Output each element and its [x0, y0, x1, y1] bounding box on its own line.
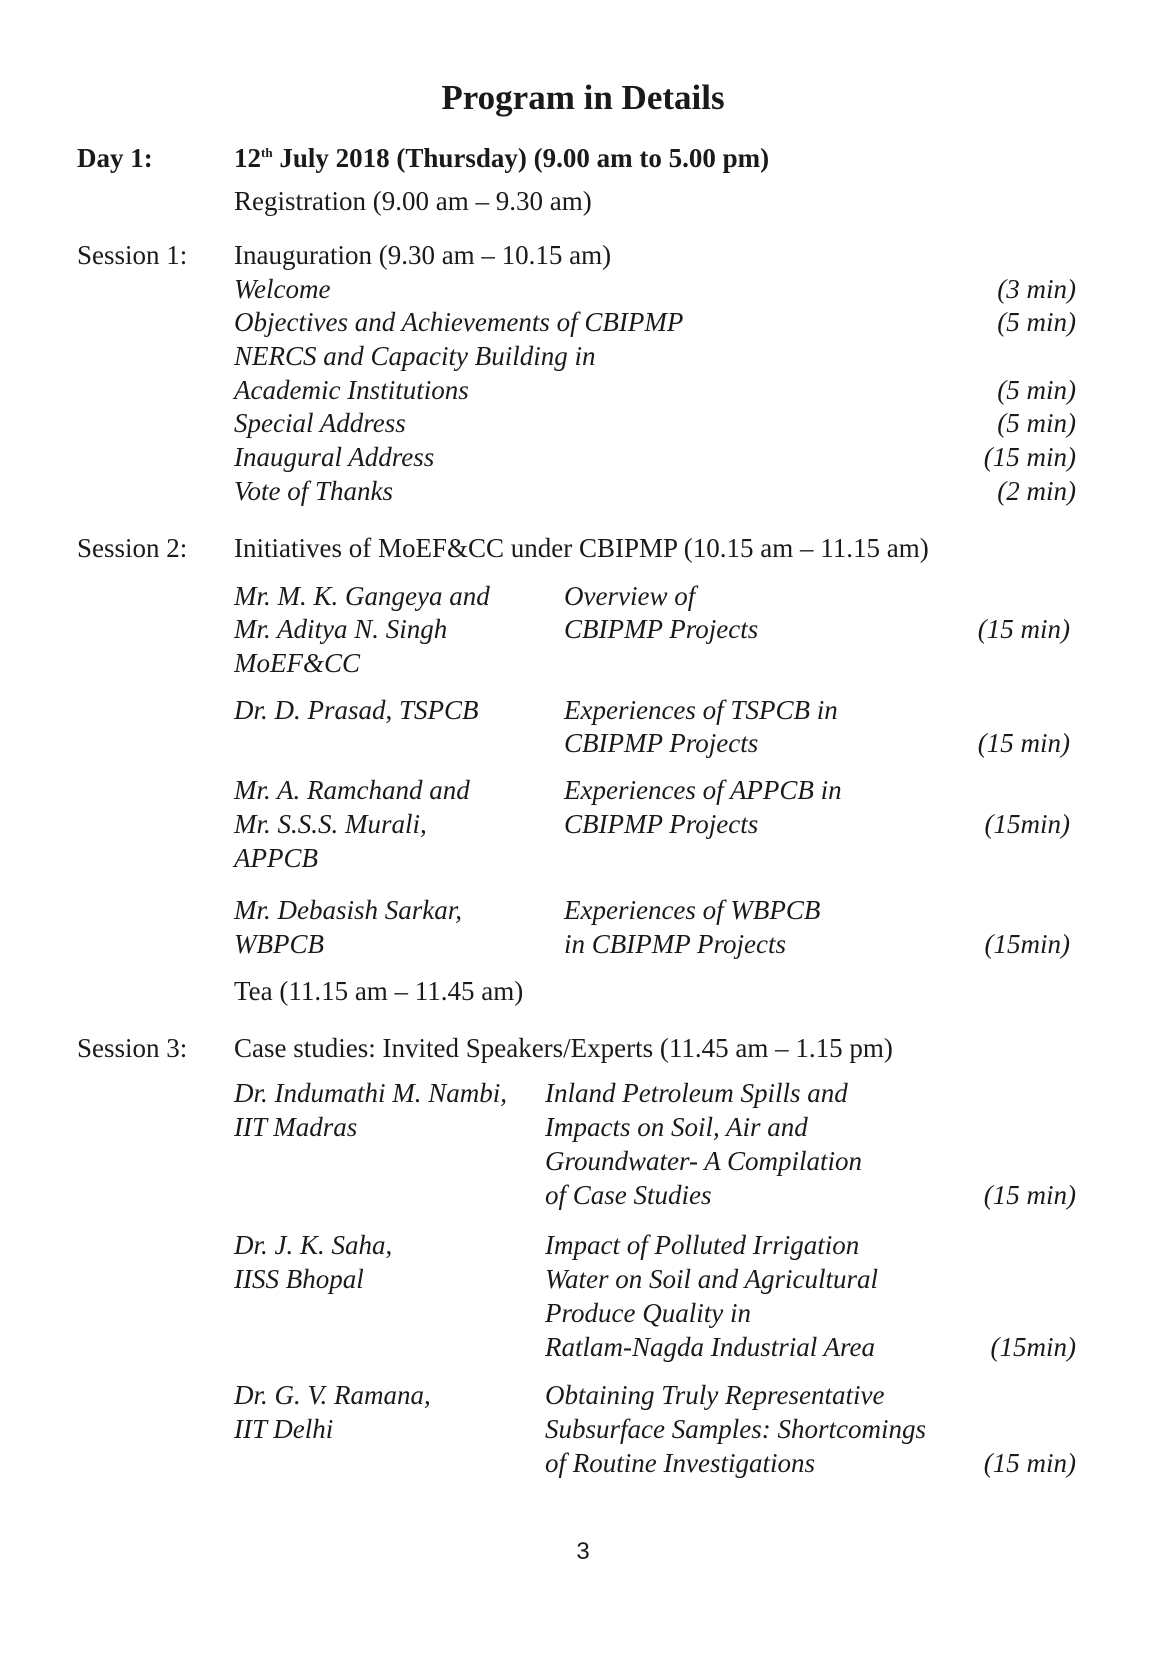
- topic-line: Impact of Polluted Irrigation: [545, 1230, 860, 1260]
- topic-line: Overview of: [564, 581, 696, 611]
- day1-date-sup: th: [261, 145, 273, 160]
- topic-line: Experiences of WBPCB: [564, 895, 821, 925]
- speaker-line: MoEF&CC: [234, 648, 360, 678]
- topic-line: Experiences of APPCB in: [564, 775, 842, 805]
- topic-line: CBIPMP Projects: [564, 728, 759, 758]
- topic-line: Impacts on Soil, Air and: [545, 1112, 808, 1142]
- session1-item: Inaugural Address: [234, 442, 435, 472]
- topic-line: in CBIPMP Projects: [564, 929, 786, 959]
- speaker-line: APPCB: [234, 843, 318, 873]
- session2-heading: Initiatives of MoEF&CC under CBIPMP (10.15 am – 11.15 am): [234, 533, 929, 563]
- speaker-line: IIT Madras: [234, 1112, 358, 1142]
- registration: Registration (9.00 am – 9.30 am): [234, 186, 592, 216]
- tea-break: Tea (11.15 am – 11.45 am): [234, 976, 524, 1006]
- day1-label: Day 1:: [77, 143, 153, 173]
- topic-line: Water on Soil and Agricultural: [545, 1264, 879, 1294]
- session1-item: Special Address: [234, 408, 406, 438]
- topic-line: Inland Petroleum Spills and: [545, 1078, 848, 1108]
- topic-line: Experiences of TSPCB in: [564, 695, 838, 725]
- speaker-line: WBPCB: [234, 929, 324, 959]
- page-title: Program in Details: [441, 78, 725, 117]
- speaker-line: Dr. Indumathi M. Nambi,: [234, 1078, 508, 1108]
- talk-duration: (15 min): [983, 1448, 1076, 1478]
- day1-date-day: 12: [234, 143, 261, 173]
- speaker-line: Dr. D. Prasad, TSPCB: [234, 695, 479, 725]
- topic-line: Groundwater- A Compilation: [545, 1146, 862, 1176]
- page-number: 3: [576, 1538, 590, 1565]
- day1-date: [234, 143, 769, 174]
- session1-duration: (2 min): [997, 476, 1076, 506]
- speaker-line: Mr. Aditya N. Singh: [234, 614, 448, 644]
- talk-duration: (15 min): [977, 614, 1070, 644]
- session1-label: Session 1:: [77, 240, 188, 270]
- talk-duration: (15min): [984, 809, 1070, 839]
- talk-duration: (15 min): [977, 728, 1070, 758]
- session1-item: Vote of Thanks: [234, 476, 393, 506]
- speaker-line: Mr. Debasish Sarkar,: [234, 895, 463, 925]
- session1-item: Objectives and Achievements of CBIPMP: [234, 307, 684, 337]
- talk-duration: (15min): [984, 929, 1070, 959]
- day1-date-rest: July 2018 (Thursday) (9.00 am to 5.00 pm): [272, 143, 770, 173]
- topic-line: Subsurface Samples: Shortcomings: [545, 1414, 926, 1444]
- session3-label: Session 3:: [77, 1033, 188, 1063]
- session1-item: Welcome: [234, 274, 331, 304]
- session3-heading: Case studies: Invited Speakers/Experts (11.45 am – 1.15 pm): [234, 1033, 893, 1063]
- speaker-line: IIT Delhi: [234, 1414, 334, 1444]
- topic-line: Ratlam-Nagda Industrial Area: [545, 1332, 875, 1362]
- talk-duration: (15min): [990, 1332, 1076, 1362]
- speaker-line: Mr. S.S.S. Murali,: [234, 809, 427, 839]
- speaker-line: Mr. M. K. Gangeya and: [234, 581, 490, 611]
- speaker-line: Dr. G. V. Ramana,: [234, 1380, 431, 1410]
- topic-line: of Routine Investigations: [545, 1448, 815, 1478]
- topic-line: CBIPMP Projects: [564, 809, 759, 839]
- talk-duration: (15 min): [983, 1180, 1076, 1210]
- session2-label: Session 2:: [77, 533, 188, 563]
- speaker-line: Dr. J. K. Saha,: [234, 1230, 393, 1260]
- session1-duration: (3 min): [997, 274, 1076, 304]
- session1-item: NERCS and Capacity Building in: [234, 341, 596, 371]
- session1-duration: (5 min): [997, 307, 1076, 337]
- topic-line: Produce Quality in: [545, 1298, 751, 1328]
- topic-line: CBIPMP Projects: [564, 614, 759, 644]
- session1-duration: (15 min): [983, 442, 1076, 472]
- session1-heading: Inauguration (9.30 am – 10.15 am): [234, 240, 612, 270]
- session1-item: Academic Institutions: [234, 375, 469, 405]
- topic-line: of Case Studies: [545, 1180, 712, 1210]
- speaker-line: Mr. A. Ramchand and: [234, 775, 470, 805]
- session1-duration: (5 min): [997, 408, 1076, 438]
- topic-line: Obtaining Truly Representative: [545, 1380, 885, 1410]
- speaker-line: IISS Bhopal: [234, 1264, 364, 1294]
- session1-duration: (5 min): [997, 375, 1076, 405]
